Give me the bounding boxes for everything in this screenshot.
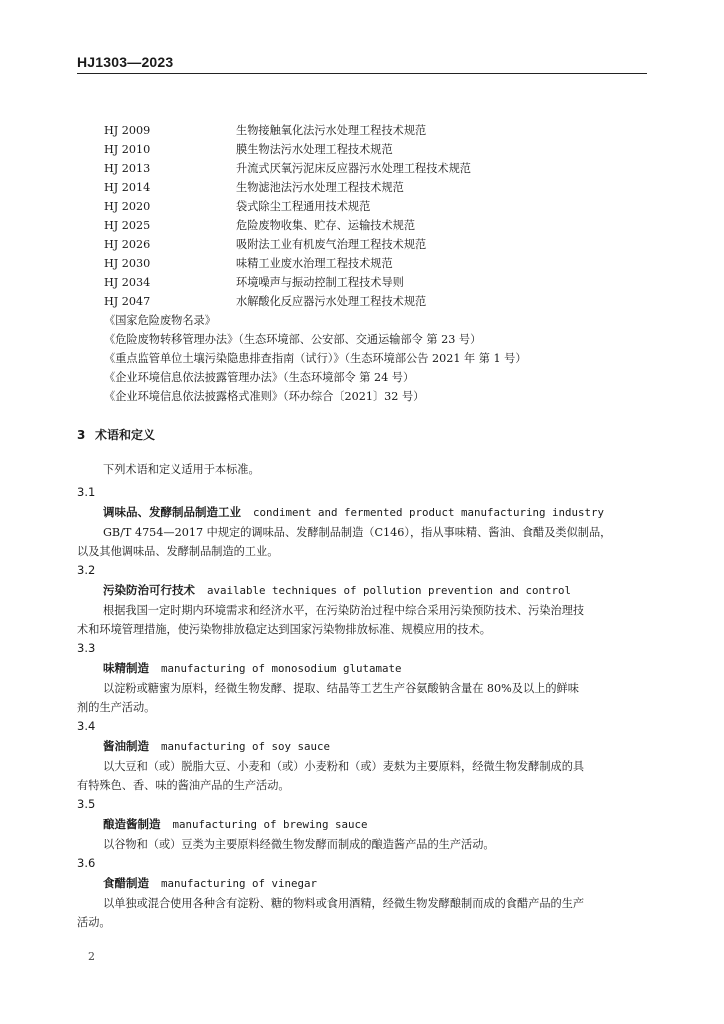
document-code: HJ1303—2023 [77, 54, 174, 70]
definition-line: 以及其他调味品、发酵制品制造的工业。 [77, 545, 279, 558]
term-number: 3.1 [77, 485, 96, 499]
reference-title: 升流式厌氧污泥床反应器污水处理工程技术规范 [236, 162, 471, 175]
reference-code: HJ 2026 [104, 238, 151, 251]
definition-line: 根据我国一定时期内环境需求和经济水平，在污染防治过程中综合采用污染预防技术、污染治理技 [103, 604, 585, 617]
header-rule [77, 73, 647, 74]
reference-title: 危险废物收集、贮存、运输技术规范 [236, 219, 416, 232]
reference-row [104, 216, 664, 235]
term-heading [77, 580, 647, 601]
term-definition [77, 894, 647, 932]
term-heading [77, 736, 647, 757]
term-heading [77, 658, 647, 679]
document-reference: 《危险废物转移管理办法》（生态环境部、公安部、交通运输部令 第 23 号） [104, 333, 482, 346]
reference-title: 袋式除尘工程通用技术规范 [236, 200, 371, 213]
definition-line: 剂的生产活动。 [77, 701, 156, 714]
reference-code: HJ 2047 [104, 295, 151, 308]
term-chinese: 酱油制造 [103, 739, 149, 753]
reference-code: HJ 2034 [104, 276, 151, 289]
definition-line: 以淀粉或糖蜜为原料，经微生物发酵、提取、结晶等工艺生产谷氨酸钠含量在 80%及以上的鲜味 [103, 682, 579, 695]
term-chinese: 调味品、发酵制品制造工业 [103, 505, 241, 519]
section-heading [77, 426, 155, 443]
term-chinese: 味精制造 [103, 661, 149, 675]
term-english: available techniques of pollution prevention and control [207, 584, 572, 597]
term-definition [77, 835, 647, 854]
reference-row [104, 159, 664, 178]
section-title: 术语和定义 [95, 428, 156, 442]
reference-code: HJ 2030 [104, 257, 151, 270]
term-number: 3.6 [77, 856, 96, 870]
reference-row [104, 197, 664, 216]
term-english: manufacturing of vinegar [161, 877, 318, 890]
term-english: manufacturing of soy sauce [161, 740, 331, 753]
reference-code: HJ 2013 [104, 162, 151, 175]
reference-row [104, 235, 664, 254]
term-heading [77, 814, 647, 835]
term-number: 3.4 [77, 719, 96, 733]
reference-title: 水解酸化反应器污水处理工程技术规范 [236, 295, 427, 308]
definition-line: 以单独或混合使用各种含有淀粉、糖的物料或食用酒精，经微生物发酵酿制而成的食醋产品的生产 [103, 897, 585, 910]
term-definition [77, 601, 647, 639]
reference-row [104, 273, 664, 292]
term-english: manufacturing of brewing sauce [172, 818, 368, 831]
normative-references [104, 121, 664, 406]
term-definition [77, 679, 647, 717]
definition-line: 以谷物和（或）豆类为主要原料经微生物发酵而制成的酿造酱产品的生产活动。 [103, 838, 495, 851]
document-reference: 《企业环境信息依法披露格式准则》（环办综合〔2021〕32 号） [104, 390, 425, 403]
term-chinese: 酿造酱制造 [103, 817, 161, 831]
term-chinese: 污染防治可行技术 [103, 583, 195, 597]
reference-title: 环境噪声与振动控制工程技术导则 [236, 276, 404, 289]
reference-row [104, 178, 664, 197]
term-number: 3.5 [77, 797, 96, 811]
reference-code: HJ 2014 [104, 181, 151, 194]
reference-code: HJ 2020 [104, 200, 151, 213]
term-definition [77, 757, 647, 795]
term-heading [77, 502, 647, 523]
term-chinese: 食醋制造 [103, 876, 149, 890]
terms-body [77, 460, 647, 932]
section-number: 3 [77, 428, 86, 442]
section-intro: 下列术语和定义适用于本标准。 [103, 463, 260, 476]
reference-title: 膜生物法污水处理工程技术规范 [236, 143, 393, 156]
reference-title: 吸附法工业有机废气治理工程技术规范 [236, 238, 427, 251]
reference-row [104, 140, 664, 159]
document-reference: 《国家危险废物名录》 [104, 314, 216, 327]
reference-code: HJ 2010 [104, 143, 151, 156]
definition-line: GB/T 4754—2017 中规定的调味品、发酵制品制造（C146），指从事味精、酱油、食醋及类似制品， [103, 526, 612, 539]
reference-code: HJ 2025 [104, 219, 151, 232]
term-english: manufacturing of monosodium glutamate [161, 662, 402, 675]
reference-title: 生物滤池法污水处理工程技术规范 [236, 181, 404, 194]
document-reference: 《重点监管单位土壤污染隐患排查指南（试行）》（生态环境部公告 2021 年 第 1 号） [104, 352, 527, 365]
term-number: 3.2 [77, 563, 96, 577]
term-english: condiment and fermented product manufacturing industry [253, 506, 605, 519]
term-number: 3.3 [77, 641, 96, 655]
term-definition [77, 523, 647, 561]
reference-row [104, 121, 664, 140]
definition-line: 以大豆和（或）脱脂大豆、小麦和（或）小麦粉和（或）麦麸为主要原料，经微生物发酵制成的具 [103, 760, 585, 773]
reference-code: HJ 2009 [104, 124, 151, 137]
reference-row [104, 292, 664, 311]
document-reference: 《企业环境信息依法披露管理办法》（生态环境部令 第 24 号） [104, 371, 415, 384]
definition-line: 有特殊色、香、味的酱油产品的生产活动。 [77, 779, 290, 792]
term-heading [77, 873, 647, 894]
page-number: 2 [88, 950, 95, 963]
reference-title: 味精工业废水治理工程技术规范 [236, 257, 393, 270]
definition-line: 术和环境管理措施，使污染物排放稳定达到国家污染物排放标准、规模应用的技术。 [77, 623, 491, 636]
reference-row [104, 254, 664, 273]
definition-line: 活动。 [77, 916, 111, 929]
reference-title: 生物接触氧化法污水处理工程技术规范 [236, 124, 427, 137]
